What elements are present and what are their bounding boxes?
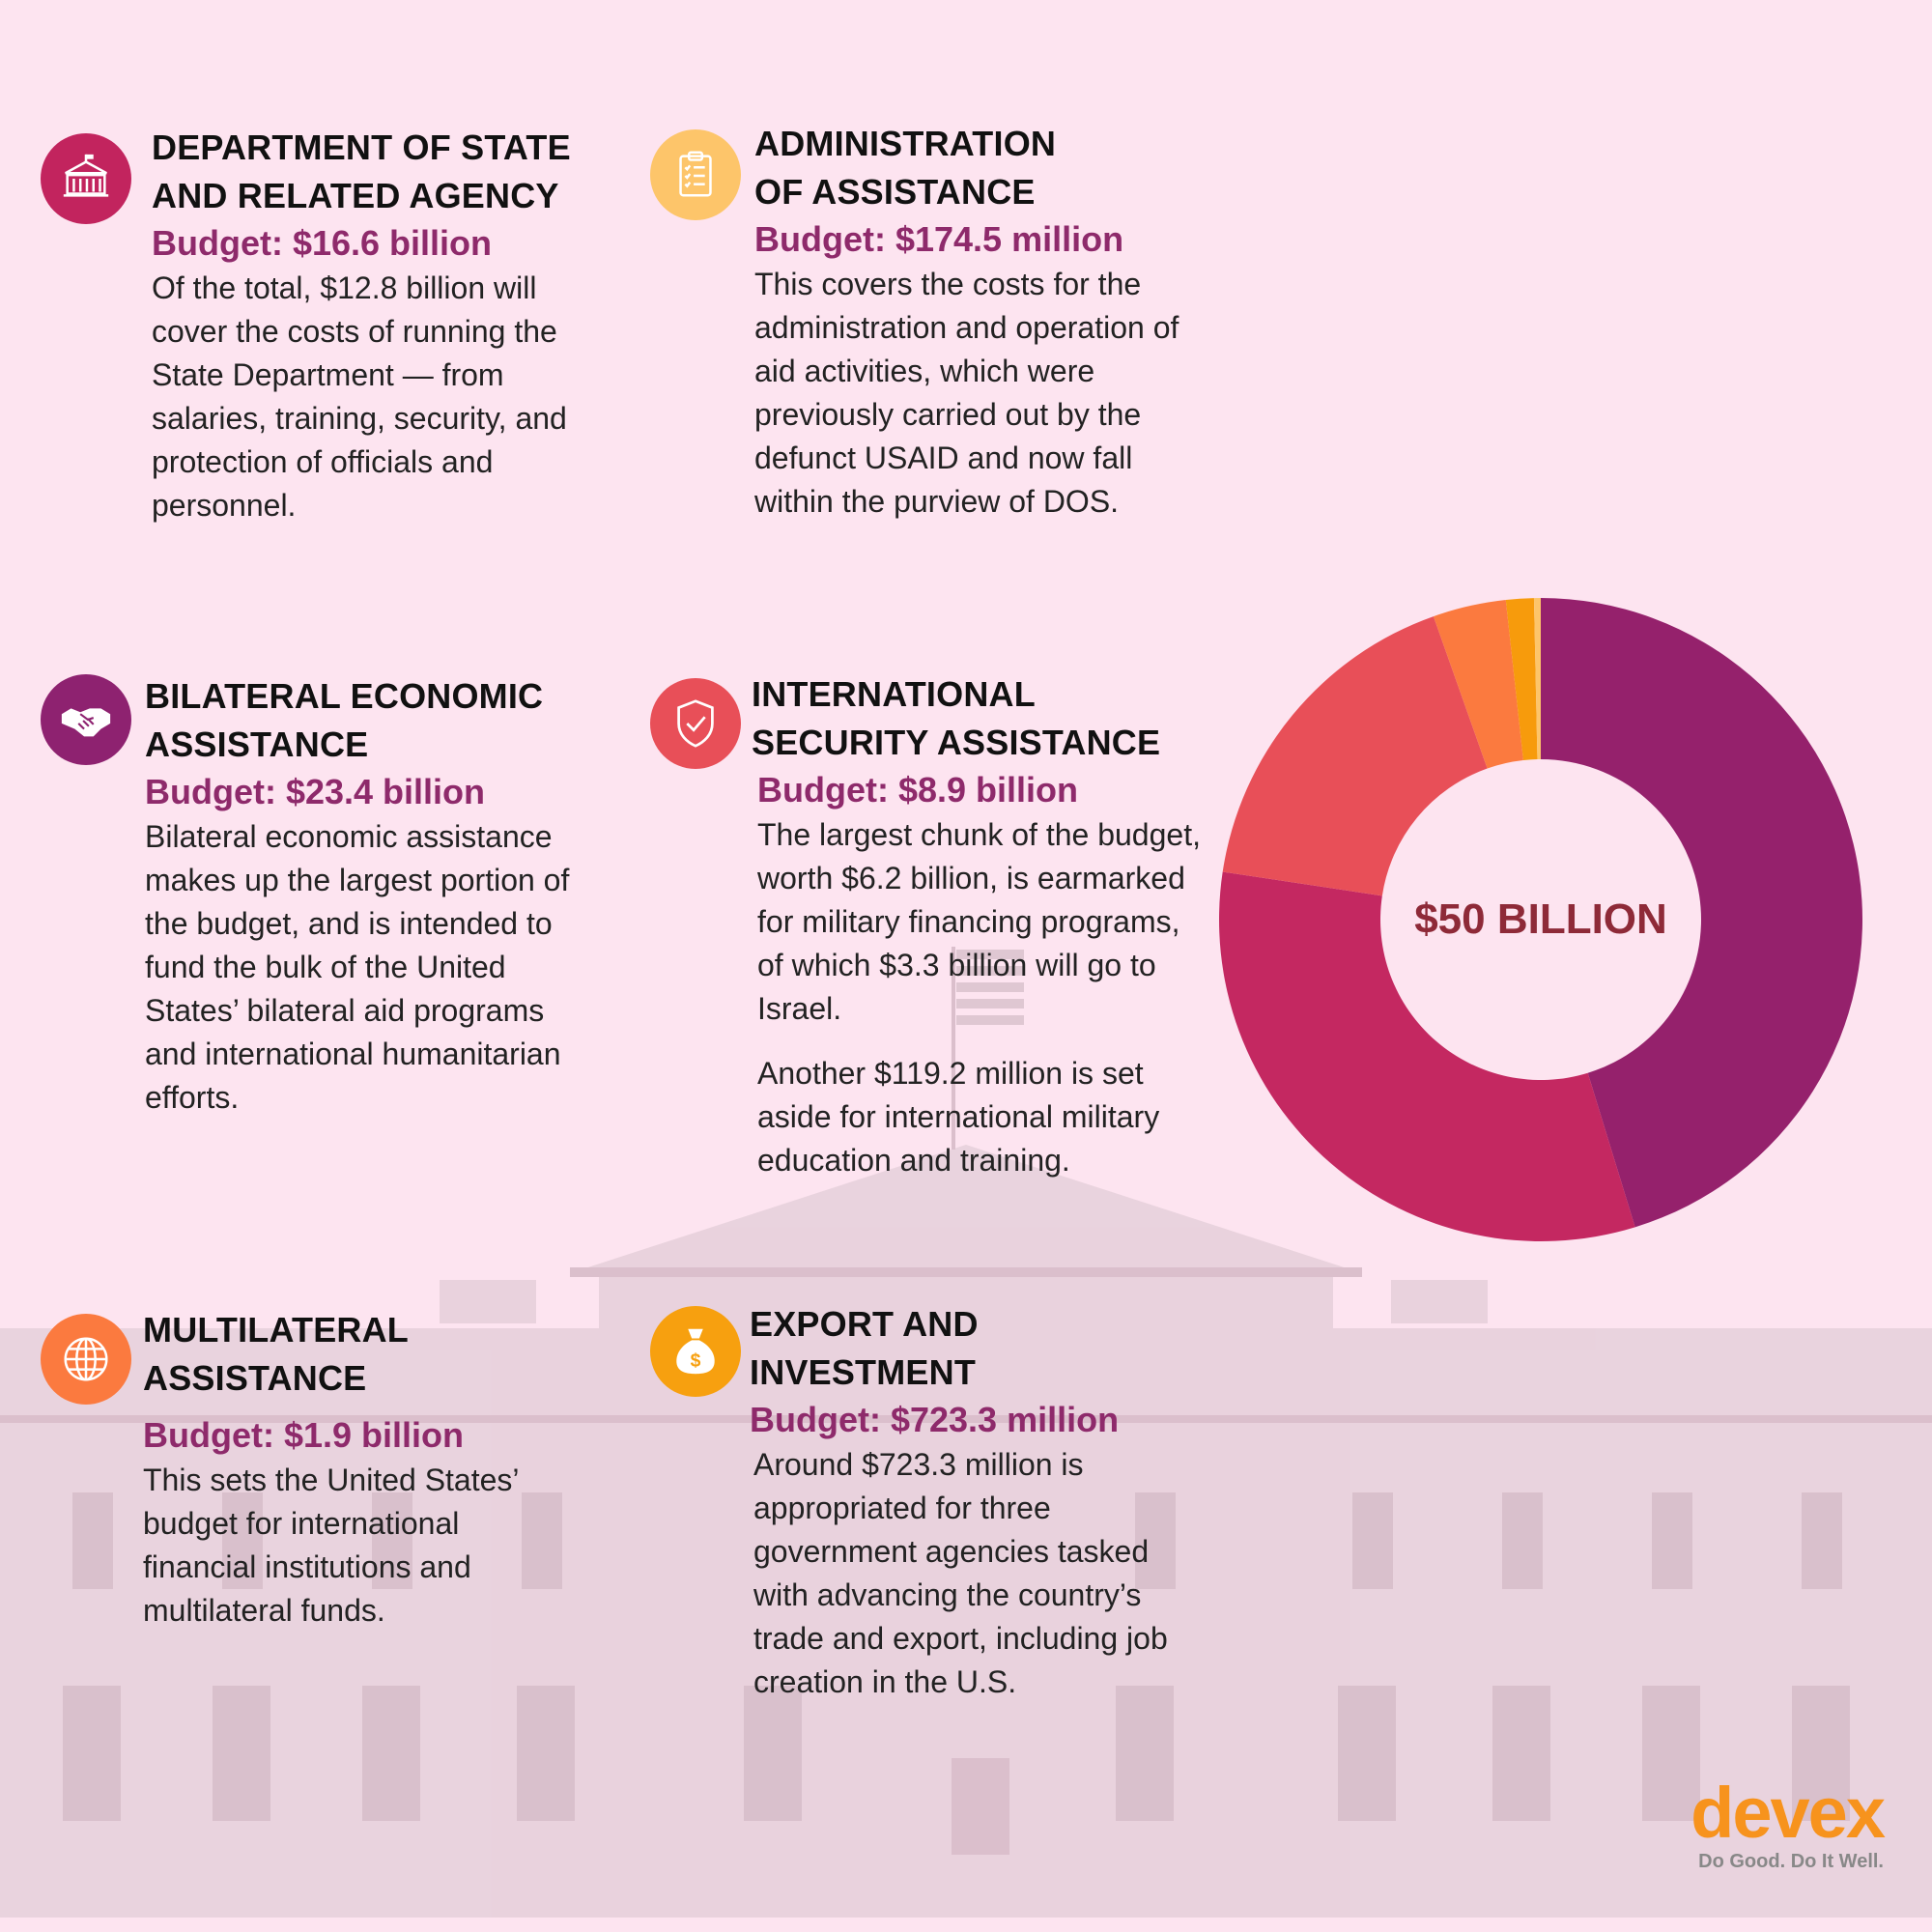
logo-wordmark: devex <box>1690 1773 1884 1853</box>
section-description: This covers the costs for the administration and operation of aid activities, which were previously carried out by the defunct USAID and now fall within the purview of DOS. <box>754 267 1179 519</box>
chart-center-label: $50 BILLION <box>1414 895 1667 943</box>
section-title: MULTILATERAL ASSISTANCE <box>143 1310 410 1398</box>
section-title: ADMINISTRATION OF ASSISTANCE <box>754 124 1057 212</box>
section-description: Bilateral economic assistance makes up the largest portion of the budget, and is intended to fund the bulk of the United States’ bilateral aid programs and international humanitarian efforts. <box>145 819 570 1115</box>
section-description: Around $723.3 million is appropriated for three government agencies tasked with advancing the country’s trade and export, including job creation in the U.S. <box>753 1447 1168 1699</box>
section-budget: Budget: $723.3 million <box>750 1400 1120 1439</box>
section-budget: Budget: $23.4 billion <box>145 772 486 811</box>
section-title: DEPARTMENT OF STATE AND RELATED AGENCY <box>152 128 571 215</box>
section-icon-badge <box>41 1314 131 1405</box>
section-icon-badge <box>650 1306 741 1397</box>
shield-icon <box>668 696 724 752</box>
section-title: BILATERAL ECONOMIC ASSISTANCE <box>145 676 544 764</box>
section-budget: Budget: $1.9 billion <box>143 1415 465 1455</box>
section-description: Of the total, $12.8 billion will cover the costs of running the State Department — from salaries, training, security, and protection of officials and personnel. <box>152 270 567 523</box>
section-description: This sets the United States’ budget for international financial institutions and multilateral funds. <box>143 1463 519 1628</box>
money-bag-icon <box>668 1323 724 1379</box>
section-icon-badge <box>41 674 131 765</box>
section-title: INTERNATIONAL SECURITY ASSISTANCE <box>752 674 1161 762</box>
logo-tagline: Do Good. Do It Well. <box>1698 1851 1884 1872</box>
section-budget: Budget: $8.9 billion <box>757 770 1079 810</box>
handshake-icon <box>58 692 114 748</box>
section-budget: Budget: $174.5 million <box>754 219 1124 259</box>
section-title: EXPORT AND INVESTMENT <box>750 1304 979 1392</box>
section-description-extra: Another $119.2 million is set aside for international military education and training. <box>757 1056 1160 1178</box>
section-icon-badge <box>650 678 741 769</box>
section-icon-badge <box>41 133 131 224</box>
section-icon-badge <box>650 129 741 220</box>
svg-text:$: $ <box>690 1350 701 1372</box>
section-budget: Budget: $16.6 billion <box>152 223 493 263</box>
clipboard-icon <box>668 147 724 203</box>
globe-icon <box>58 1331 114 1387</box>
building-icon <box>58 151 114 207</box>
section-description: The largest chunk of the budget, worth $6.2 billion, is earmarked for military financing programs, of which $3.3 billion will go to Israel. <box>757 817 1201 1026</box>
devex-logo <box>1681 1773 1884 1873</box>
donut-slice-international-security-assistance <box>1223 616 1488 895</box>
